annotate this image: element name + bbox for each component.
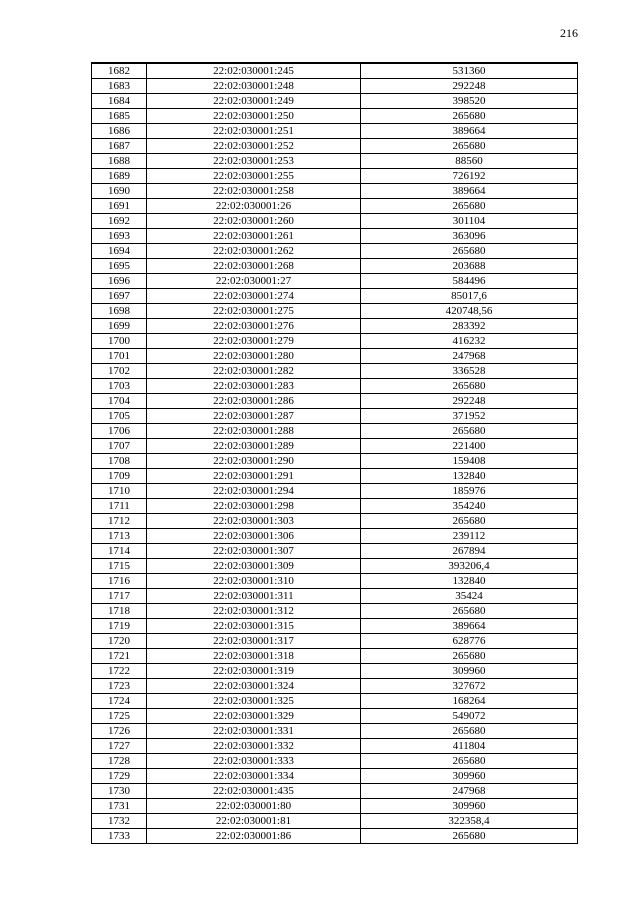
cadastral-number-cell: 22:02:030001:298	[147, 499, 361, 514]
row-number-cell: 1714	[92, 544, 147, 559]
cadastral-number-cell: 22:02:030001:289	[147, 439, 361, 454]
row-number-cell: 1724	[92, 694, 147, 709]
value-cell: 265680	[361, 199, 578, 214]
table-row	[92, 829, 578, 844]
value-cell: 159408	[361, 454, 578, 469]
row-number-cell: 1704	[92, 394, 147, 409]
value-cell: 371952	[361, 409, 578, 424]
table-row	[92, 169, 578, 184]
cadastral-number-cell: 22:02:030001:280	[147, 349, 361, 364]
row-number-cell: 1686	[92, 124, 147, 139]
value-cell: 531360	[361, 63, 578, 79]
value-cell: 35424	[361, 589, 578, 604]
value-cell: 336528	[361, 364, 578, 379]
value-cell: 420748,56	[361, 304, 578, 319]
row-number-cell: 1682	[92, 63, 147, 79]
cadastral-number-cell: 22:02:030001:26	[147, 199, 361, 214]
cadastral-number-cell: 22:02:030001:324	[147, 679, 361, 694]
value-cell: 322358,4	[361, 814, 578, 829]
table-row	[92, 94, 578, 109]
value-cell: 726192	[361, 169, 578, 184]
table-row	[92, 529, 578, 544]
table-row	[92, 364, 578, 379]
value-cell: 265680	[361, 724, 578, 739]
table-row	[92, 289, 578, 304]
row-number-cell: 1729	[92, 769, 147, 784]
table-row	[92, 274, 578, 289]
cadastral-number-cell: 22:02:030001:318	[147, 649, 361, 664]
cadastral-number-cell: 22:02:030001:248	[147, 79, 361, 94]
cadastral-number-cell: 22:02:030001:283	[147, 379, 361, 394]
value-cell: 327672	[361, 679, 578, 694]
table-row	[92, 619, 578, 634]
row-number-cell: 1697	[92, 289, 147, 304]
table-row	[92, 514, 578, 529]
table-row	[92, 469, 578, 484]
row-number-cell: 1707	[92, 439, 147, 454]
row-number-cell: 1728	[92, 754, 147, 769]
value-cell: 265680	[361, 109, 578, 124]
cadastral-number-cell: 22:02:030001:260	[147, 214, 361, 229]
value-cell: 265680	[361, 244, 578, 259]
cadastral-number-cell: 22:02:030001:282	[147, 364, 361, 379]
value-cell: 265680	[361, 604, 578, 619]
table-row	[92, 79, 578, 94]
row-number-cell: 1732	[92, 814, 147, 829]
cadastral-number-cell: 22:02:030001:309	[147, 559, 361, 574]
cadastral-number-cell: 22:02:030001:303	[147, 514, 361, 529]
row-number-cell: 1702	[92, 364, 147, 379]
table-row	[92, 439, 578, 454]
value-cell: 411804	[361, 739, 578, 754]
table-row	[92, 499, 578, 514]
table-row	[92, 769, 578, 784]
value-cell: 168264	[361, 694, 578, 709]
cadastral-number-cell: 22:02:030001:306	[147, 529, 361, 544]
table-row	[92, 199, 578, 214]
value-cell: 363096	[361, 229, 578, 244]
row-number-cell: 1726	[92, 724, 147, 739]
page-number: 216	[560, 26, 578, 40]
table-row	[92, 229, 578, 244]
value-cell: 265680	[361, 379, 578, 394]
table-row	[92, 784, 578, 799]
row-number-cell: 1687	[92, 139, 147, 154]
row-number-cell: 1712	[92, 514, 147, 529]
cadastral-number-cell: 22:02:030001:312	[147, 604, 361, 619]
cadastral-number-cell: 22:02:030001:80	[147, 799, 361, 814]
row-number-cell: 1685	[92, 109, 147, 124]
row-number-cell: 1719	[92, 619, 147, 634]
table-row	[92, 649, 578, 664]
row-number-cell: 1718	[92, 604, 147, 619]
table-row	[92, 694, 578, 709]
row-number-cell: 1706	[92, 424, 147, 439]
table-row	[92, 739, 578, 754]
row-number-cell: 1733	[92, 829, 147, 844]
value-cell: 354240	[361, 499, 578, 514]
value-cell: 132840	[361, 574, 578, 589]
row-number-cell: 1709	[92, 469, 147, 484]
row-number-cell: 1688	[92, 154, 147, 169]
cadastral-number-cell: 22:02:030001:261	[147, 229, 361, 244]
cadastral-number-cell: 22:02:030001:279	[147, 334, 361, 349]
table-row	[92, 634, 578, 649]
row-number-cell: 1692	[92, 214, 147, 229]
table-row	[92, 319, 578, 334]
cadastral-number-cell: 22:02:030001:319	[147, 664, 361, 679]
table-row	[92, 63, 578, 79]
cadastral-value-table	[91, 62, 578, 844]
cadastral-number-cell: 22:02:030001:435	[147, 784, 361, 799]
value-cell: 301104	[361, 214, 578, 229]
table-row	[92, 379, 578, 394]
cadastral-number-cell: 22:02:030001:291	[147, 469, 361, 484]
table-row	[92, 409, 578, 424]
row-number-cell: 1701	[92, 349, 147, 364]
table-row	[92, 139, 578, 154]
table-row	[92, 754, 578, 769]
cadastral-number-cell: 22:02:030001:253	[147, 154, 361, 169]
value-cell: 549072	[361, 709, 578, 724]
row-number-cell: 1695	[92, 259, 147, 274]
row-number-cell: 1705	[92, 409, 147, 424]
cadastral-number-cell: 22:02:030001:258	[147, 184, 361, 199]
cadastral-number-cell: 22:02:030001:81	[147, 814, 361, 829]
row-number-cell: 1717	[92, 589, 147, 604]
cadastral-number-cell: 22:02:030001:276	[147, 319, 361, 334]
table-row	[92, 799, 578, 814]
table-row	[92, 544, 578, 559]
table-row	[92, 709, 578, 724]
table-row	[92, 589, 578, 604]
value-cell: 309960	[361, 664, 578, 679]
cadastral-number-cell: 22:02:030001:325	[147, 694, 361, 709]
table-row	[92, 154, 578, 169]
value-cell: 132840	[361, 469, 578, 484]
cadastral-number-cell: 22:02:030001:331	[147, 724, 361, 739]
row-number-cell: 1683	[92, 79, 147, 94]
value-cell: 239112	[361, 529, 578, 544]
cadastral-number-cell: 22:02:030001:252	[147, 139, 361, 154]
cadastral-number-cell: 22:02:030001:334	[147, 769, 361, 784]
cadastral-number-cell: 22:02:030001:255	[147, 169, 361, 184]
row-number-cell: 1711	[92, 499, 147, 514]
row-number-cell: 1694	[92, 244, 147, 259]
table-row	[92, 679, 578, 694]
cadastral-number-cell: 22:02:030001:268	[147, 259, 361, 274]
value-cell: 584496	[361, 274, 578, 289]
value-cell: 416232	[361, 334, 578, 349]
value-cell: 265680	[361, 424, 578, 439]
value-cell: 393206,4	[361, 559, 578, 574]
row-number-cell: 1693	[92, 229, 147, 244]
row-number-cell: 1690	[92, 184, 147, 199]
table-row	[92, 334, 578, 349]
table-row	[92, 424, 578, 439]
table-row	[92, 349, 578, 364]
value-cell: 292248	[361, 394, 578, 409]
cadastral-number-cell: 22:02:030001:332	[147, 739, 361, 754]
table-row	[92, 454, 578, 469]
cadastral-number-cell: 22:02:030001:287	[147, 409, 361, 424]
value-cell: 292248	[361, 79, 578, 94]
value-cell: 203688	[361, 259, 578, 274]
cadastral-number-cell: 22:02:030001:307	[147, 544, 361, 559]
table-row	[92, 244, 578, 259]
table-row	[92, 604, 578, 619]
table-row	[92, 214, 578, 229]
table-body	[92, 63, 578, 844]
row-number-cell: 1722	[92, 664, 147, 679]
value-cell: 88560	[361, 154, 578, 169]
cadastral-number-cell: 22:02:030001:310	[147, 574, 361, 589]
table-row	[92, 724, 578, 739]
value-cell: 247968	[361, 784, 578, 799]
row-number-cell: 1696	[92, 274, 147, 289]
table-row	[92, 109, 578, 124]
row-number-cell: 1708	[92, 454, 147, 469]
cadastral-number-cell: 22:02:030001:86	[147, 829, 361, 844]
cadastral-number-cell: 22:02:030001:286	[147, 394, 361, 409]
table-row	[92, 184, 578, 199]
table-row	[92, 814, 578, 829]
value-cell: 185976	[361, 484, 578, 499]
cadastral-number-cell: 22:02:030001:288	[147, 424, 361, 439]
table-row	[92, 574, 578, 589]
row-number-cell: 1689	[92, 169, 147, 184]
row-number-cell: 1684	[92, 94, 147, 109]
cadastral-number-cell: 22:02:030001:294	[147, 484, 361, 499]
value-cell: 265680	[361, 514, 578, 529]
row-number-cell: 1713	[92, 529, 147, 544]
value-cell: 398520	[361, 94, 578, 109]
value-cell: 85017,6	[361, 289, 578, 304]
value-cell: 309960	[361, 799, 578, 814]
value-cell: 265680	[361, 754, 578, 769]
value-cell: 309960	[361, 769, 578, 784]
value-cell: 389664	[361, 619, 578, 634]
row-number-cell: 1727	[92, 739, 147, 754]
table-row	[92, 484, 578, 499]
row-number-cell: 1725	[92, 709, 147, 724]
row-number-cell: 1698	[92, 304, 147, 319]
value-cell: 265680	[361, 649, 578, 664]
value-cell: 265680	[361, 829, 578, 844]
value-cell: 283392	[361, 319, 578, 334]
row-number-cell: 1691	[92, 199, 147, 214]
cadastral-number-cell: 22:02:030001:317	[147, 634, 361, 649]
cadastral-number-cell: 22:02:030001:251	[147, 124, 361, 139]
row-number-cell: 1720	[92, 634, 147, 649]
cadastral-number-cell: 22:02:030001:311	[147, 589, 361, 604]
table-row	[92, 124, 578, 139]
cadastral-number-cell: 22:02:030001:275	[147, 304, 361, 319]
value-cell: 267894	[361, 544, 578, 559]
cadastral-number-cell: 22:02:030001:250	[147, 109, 361, 124]
table-row	[92, 304, 578, 319]
cadastral-number-cell: 22:02:030001:333	[147, 754, 361, 769]
cadastral-number-cell: 22:02:030001:315	[147, 619, 361, 634]
cadastral-number-cell: 22:02:030001:262	[147, 244, 361, 259]
table-row	[92, 664, 578, 679]
row-number-cell: 1710	[92, 484, 147, 499]
row-number-cell: 1715	[92, 559, 147, 574]
row-number-cell: 1730	[92, 784, 147, 799]
row-number-cell: 1703	[92, 379, 147, 394]
value-cell: 389664	[361, 124, 578, 139]
row-number-cell: 1700	[92, 334, 147, 349]
row-number-cell: 1731	[92, 799, 147, 814]
cadastral-number-cell: 22:02:030001:329	[147, 709, 361, 724]
table-row	[92, 559, 578, 574]
value-cell: 265680	[361, 139, 578, 154]
row-number-cell: 1723	[92, 679, 147, 694]
table-row	[92, 259, 578, 274]
value-cell: 628776	[361, 634, 578, 649]
cadastral-number-cell: 22:02:030001:274	[147, 289, 361, 304]
cadastral-number-cell: 22:02:030001:27	[147, 274, 361, 289]
row-number-cell: 1699	[92, 319, 147, 334]
value-cell: 389664	[361, 184, 578, 199]
row-number-cell: 1716	[92, 574, 147, 589]
value-cell: 247968	[361, 349, 578, 364]
cadastral-number-cell: 22:02:030001:245	[147, 63, 361, 79]
row-number-cell: 1721	[92, 649, 147, 664]
table-row	[92, 394, 578, 409]
cadastral-number-cell: 22:02:030001:249	[147, 94, 361, 109]
cadastral-number-cell: 22:02:030001:290	[147, 454, 361, 469]
value-cell: 221400	[361, 439, 578, 454]
